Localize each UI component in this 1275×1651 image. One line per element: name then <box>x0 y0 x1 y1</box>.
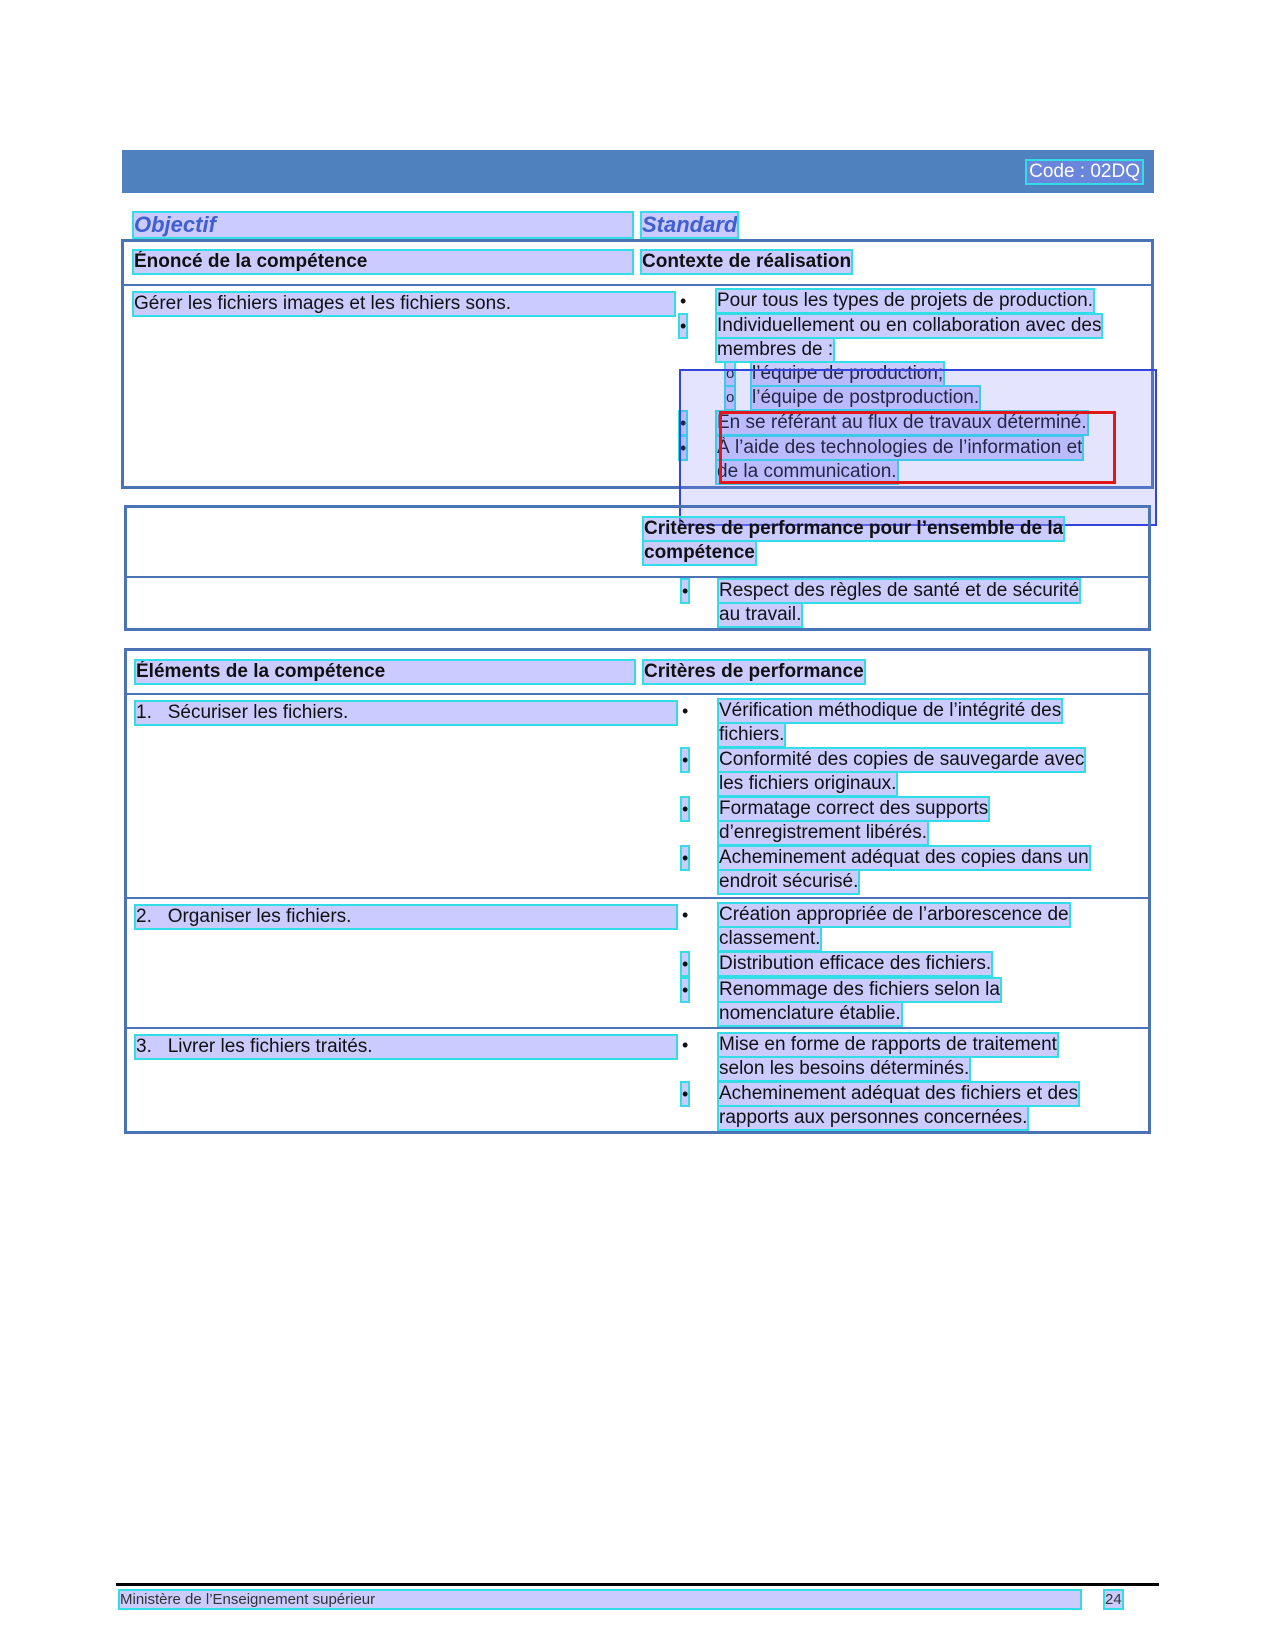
element-row <box>136 702 676 724</box>
context-item-cont: membres de : <box>717 339 834 360</box>
criteria-item: Renommage des fichiers selon la <box>719 979 1000 1000</box>
bullet-icon: • <box>682 1084 689 1104</box>
context-subitem: l’équipe de postproduction. <box>752 387 980 408</box>
element-label: Livrer les fichiers traités. <box>167 1036 373 1057</box>
bullet-icon: • <box>680 413 687 433</box>
criteria-item: Acheminement adéquat des fichiers et des <box>719 1083 1079 1104</box>
bullet-icon: • <box>682 848 689 868</box>
header-bar <box>122 150 1154 193</box>
footer-ministry: Ministère de l’Enseignement supérieur <box>120 1591 1080 1608</box>
element-label: Sécuriser les fichiers. <box>167 702 349 723</box>
bullet-icon: • <box>682 799 689 819</box>
criteria-item-cont: fichiers. <box>719 724 785 745</box>
context-item: À l’aide des technologies de l’information et <box>717 437 1083 458</box>
section-objectif: Objectif <box>134 213 632 237</box>
context-header: Contexte de réalisation <box>642 251 852 272</box>
table-divider <box>127 1027 1148 1029</box>
bullet-icon: • <box>682 1035 689 1055</box>
table-divider <box>124 284 1151 286</box>
bullet-icon: • <box>682 701 689 721</box>
element-number: 3. <box>136 1036 152 1057</box>
bullet-icon: • <box>682 954 689 974</box>
context-subitem: l’équipe de production; <box>752 363 944 384</box>
criteria-item-cont: les fichiers originaux. <box>719 773 897 794</box>
element-row <box>136 906 676 928</box>
criteria-item: Création appropriée de l’arborescence de <box>719 904 1069 925</box>
competency-statement: Gérer les fichiers images et les fichiers sons. <box>134 293 674 315</box>
element-number: 1. <box>136 702 152 723</box>
element-number: 2. <box>136 906 152 927</box>
bullet-icon: • <box>682 905 689 925</box>
focus-overlay <box>719 411 1116 484</box>
criteria-item: Conformité des copies de sauvegarde avec <box>719 749 1085 770</box>
overall-criteria-header: Critères de performance pour l’ensemble de la <box>644 518 1064 539</box>
bullet-icon: • <box>682 980 689 1000</box>
bullet-icon: • <box>682 581 689 601</box>
overall-criteria-item: Respect des règles de santé et de sécurité <box>719 580 1080 601</box>
criteria-header: Critères de performance <box>644 661 864 682</box>
circle-bullet-icon: o <box>726 363 734 385</box>
table-divider <box>127 693 1148 695</box>
table-divider <box>127 576 1148 578</box>
context-item-cont: de la communication. <box>717 461 897 482</box>
bullet-icon: • <box>680 438 687 458</box>
criteria-item-cont: endroit sécurisé. <box>719 871 859 892</box>
elements-header: Éléments de la compétence <box>136 661 634 683</box>
criteria-item: Distribution efficace des fichiers. <box>719 953 992 974</box>
bullet-icon: • <box>680 316 687 336</box>
criteria-item: Mise en forme de rapports de traitement <box>719 1034 1057 1055</box>
element-label: Organiser les fichiers. <box>167 906 352 927</box>
overall-criteria-header-cont: compétence <box>644 542 755 563</box>
criteria-item: Formatage correct des supports <box>719 798 989 819</box>
context-item: Individuellement ou en collaboration avec des <box>717 315 1102 336</box>
table-divider <box>127 897 1148 899</box>
competency-code: Code : 02DQ <box>1029 161 1140 182</box>
section-standard: Standard <box>642 212 738 237</box>
criteria-item-cont: selon les besoins déterminés. <box>719 1058 970 1079</box>
context-item: En se référant au flux de travaux déterminé. <box>717 412 1087 433</box>
criteria-item-cont: classement. <box>719 928 821 949</box>
bullet-icon: • <box>682 750 689 770</box>
overall-criteria-item-cont: au travail. <box>719 604 802 625</box>
criteria-item: Vérification méthodique de l’intégrité des <box>719 700 1062 721</box>
criteria-item: Acheminement adéquat des copies dans un <box>719 847 1089 868</box>
bullet-icon: • <box>680 291 687 311</box>
element-row <box>136 1036 676 1058</box>
competency-statement-header: Énoncé de la compétence <box>134 251 632 273</box>
criteria-item-cont: nomenclature établie. <box>719 1003 901 1024</box>
criteria-item-cont: rapports aux personnes concernées. <box>719 1107 1028 1128</box>
criteria-item-cont: d’enregistrement libérés. <box>719 822 928 843</box>
context-item: Pour tous les types de projets de production. <box>717 290 1094 311</box>
circle-bullet-icon: o <box>726 387 734 409</box>
page-number: 24 <box>1105 1591 1122 1608</box>
footer-rule <box>116 1583 1159 1586</box>
